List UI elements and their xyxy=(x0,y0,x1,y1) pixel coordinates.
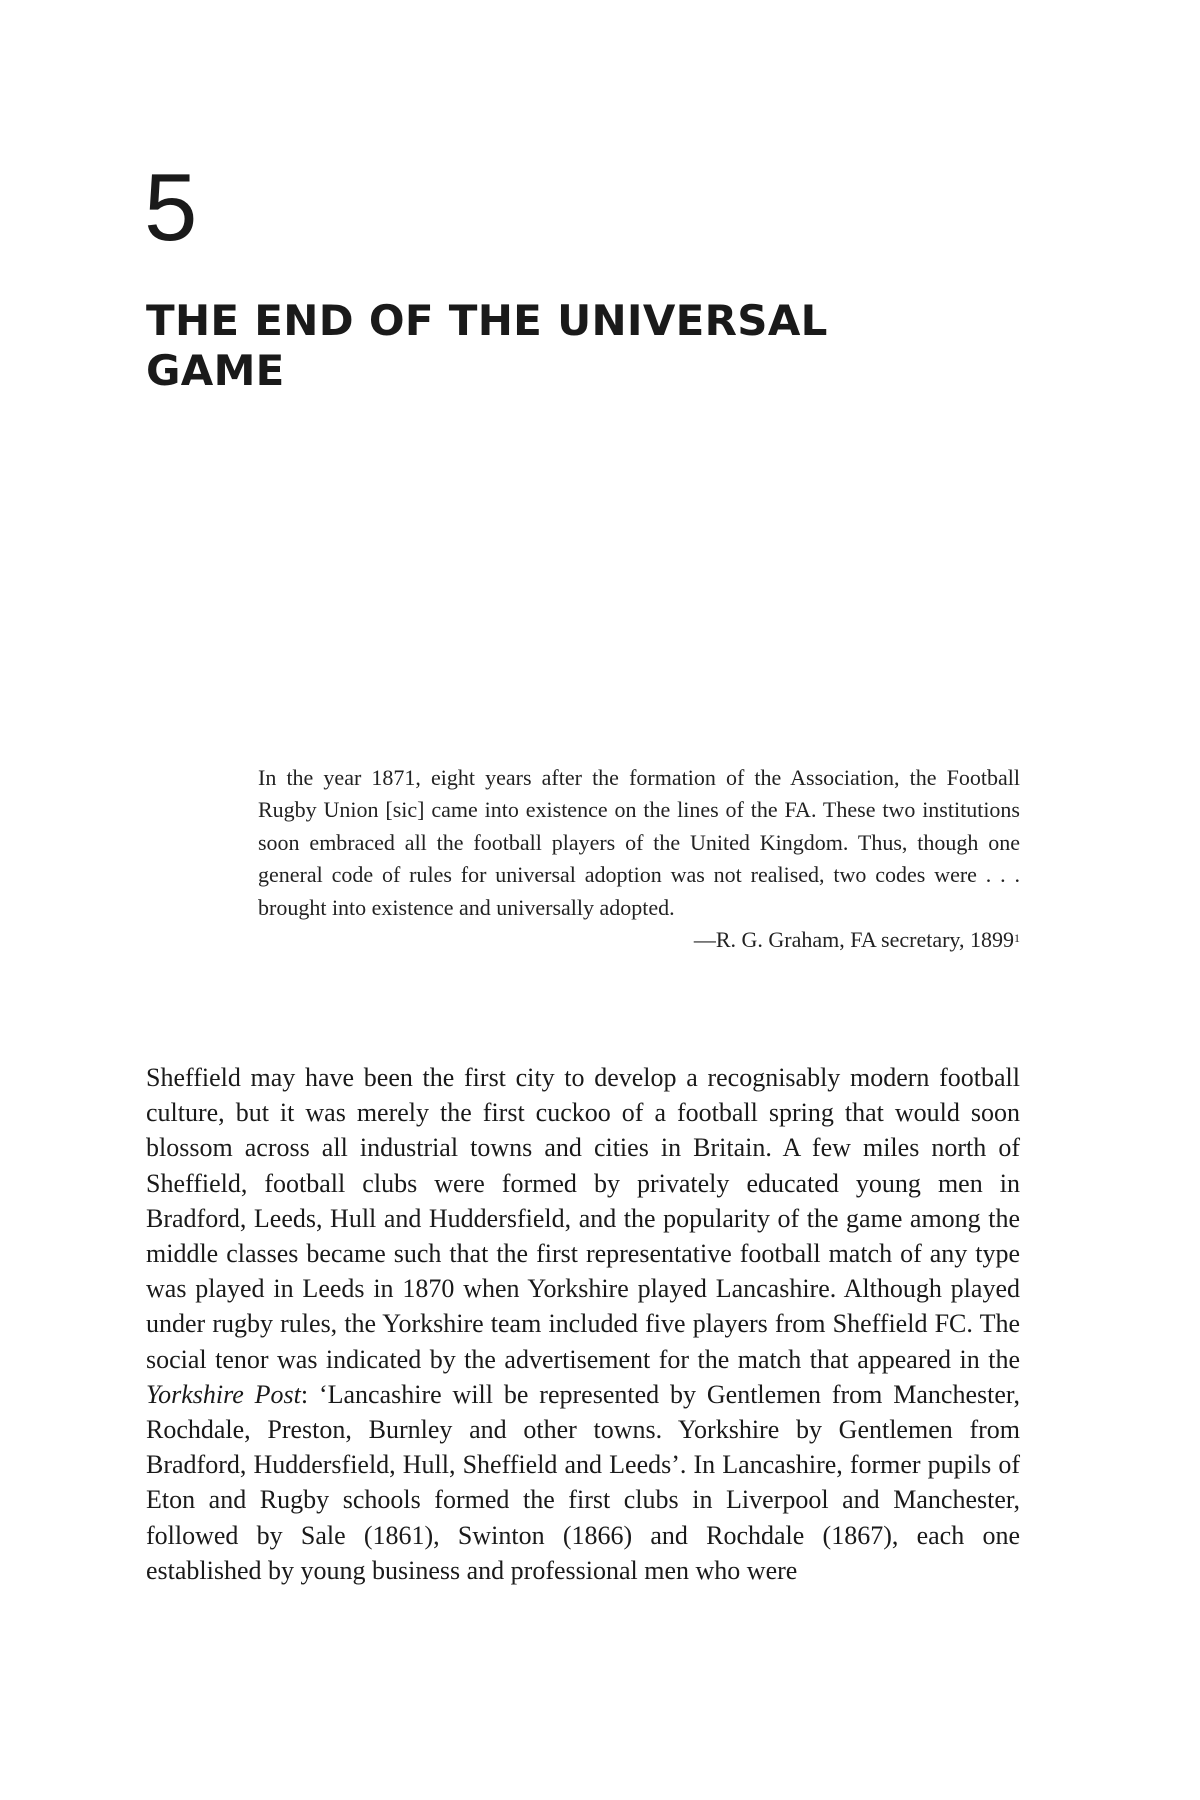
chapter-title: THE END OF THE UNIVERSAL GAME xyxy=(146,296,828,395)
body-text-part-1: Sheffield may have been the first city to develop a recognisably modern football culture, but it was merely the first cuckoo of a football spring that would soon blossom across all industrial towns and cities in Britain. A few miles north of Sheffield, football clubs were formed by privately educated young men in Bradford, Leeds, Hull and Huddersfield, and the popularity of the game among the middle classes became such that the first representative football match of any type was played in Leeds in 1870 when Yorkshire played Lancashire. Although played under rugby rules, the Yorkshire team included five players from Sheffield FC. The social tenor was indicated by the advertisement for the match that appeared in the xyxy=(146,1063,1020,1374)
body-paragraph xyxy=(146,1060,1020,1588)
epigraph-quote: In the year 1871, eight years after the formation of the Association, the Football Rugby Union [sic] came into existence on the lines of the FA. These two institutions soon embraced all the football players of the United Kingdom. Thus, though one general code of rules for universal adoption was not realised, two codes were . . . brought into existence and universally adopted. xyxy=(258,765,1020,920)
footnote-marker: 1 xyxy=(1014,931,1020,946)
publication-title: Yorkshire Post xyxy=(146,1379,301,1409)
chapter-number: 5 xyxy=(144,154,198,261)
epigraph xyxy=(258,762,1020,956)
body-text-part-2: : ‘Lancashire will be represented by Gentlemen from Manchester, Rochdale, Preston, Burnley and other towns. Yorkshire by Gentlemen from Bradford, Huddersfield, Hull, Sheffield and Leeds’. In Lancashire, former pupils of Eton and Rugby schools formed the first clubs in Liverpool and Manchester, followed by Sale (1861), Swinton (1866) and Rochdale (1867), each one established by young business and professional men who were xyxy=(146,1379,1020,1585)
epigraph-attribution xyxy=(258,924,1020,956)
attribution-text: —R. G. Graham, FA secretary, 1899 xyxy=(693,927,1014,953)
